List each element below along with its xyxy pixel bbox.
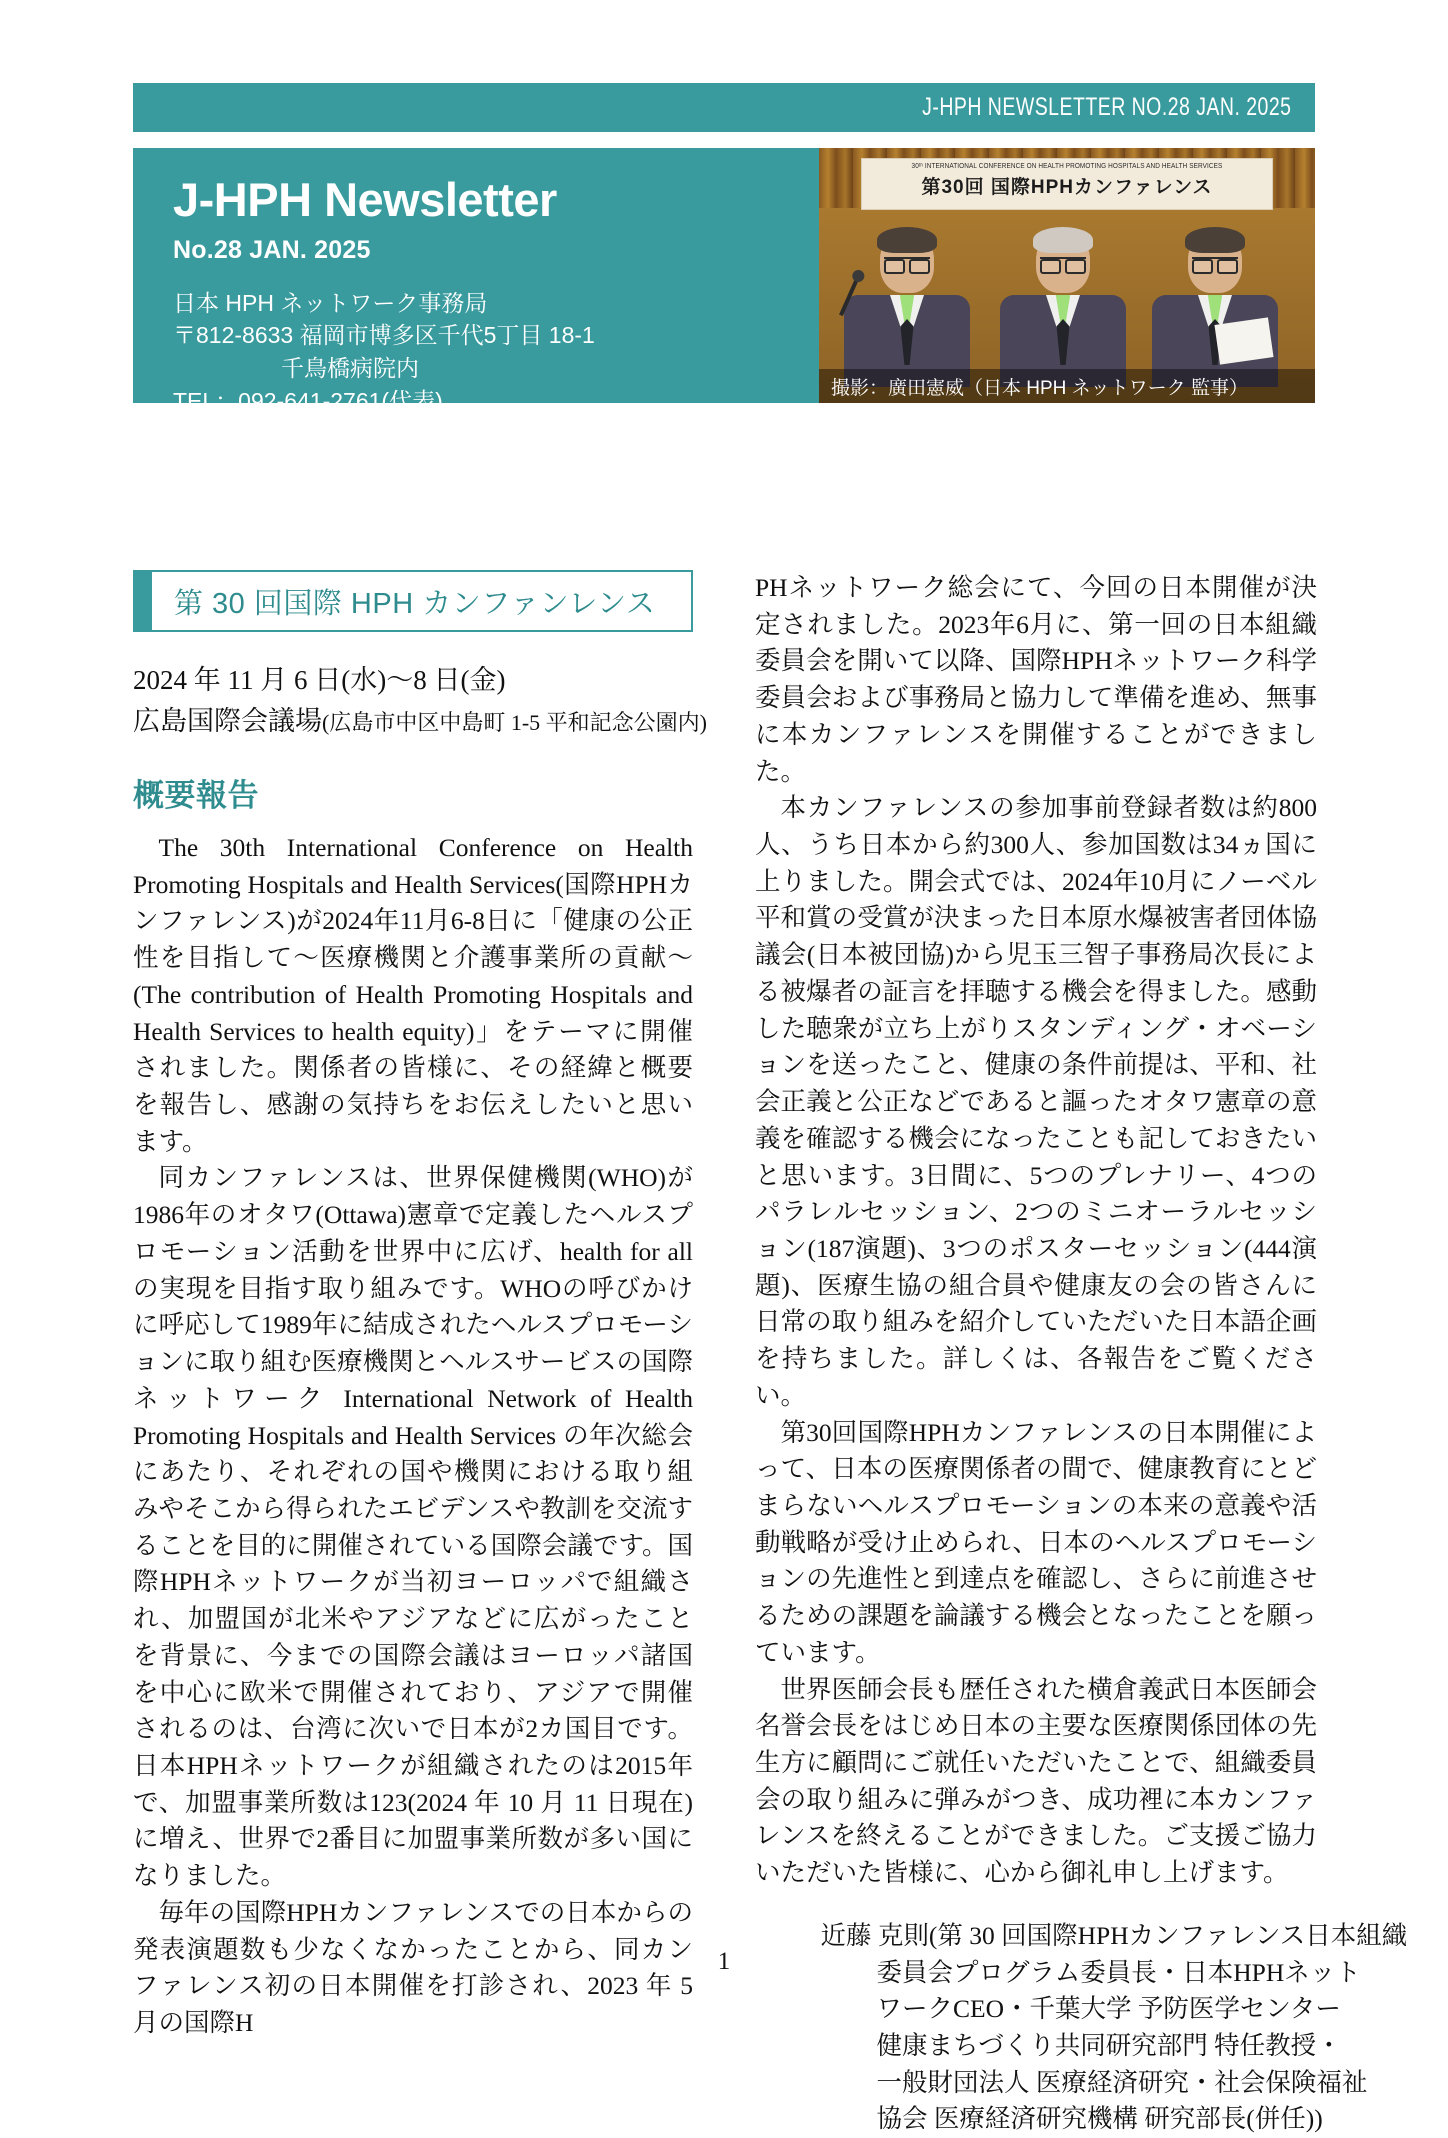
masthead [133, 148, 1315, 447]
contact-email-website[interactable]: office@hphnet.jp https://hphnet.jp [173, 420, 533, 447]
speaker-tie [1057, 319, 1070, 365]
paragraph: 同カンファレンスは、世界保健機関(WHO)が1986年のオタワ(Ottawa)憲章で定義したヘルスプロモーション活動を世界中に広げ、health for all の実現を目指す取り組みです。WHOの呼びかけに呼応して1989年に結成されたヘルスプロモーションに取り組む医療機関とヘルスサービスの国際ネットワーク International Network of Health Promoting Hospitals and Health Services の年次総会にあたり、それぞれの国や機関における取り組みやそこから得られたエビデンスや教訓を交流することを目的に開催されている国際会議です。国際HPHネットワークが当初ヨーロッパで組織され、加盟国が北米やアジアなどに広がったことを背景に、今までの国際会議はヨーロッパ諸国を中心に欧米で開催されており、アジアで開催されるのは、台湾に次いで日本が2カ国目です。日本HPHネットワークが組織されたのは2015年で、加盟事業所数は123(2024 年 10 月 11 日現在)に増え、世界で2番目に加盟事業所数が多い国になりました。 [133, 1163, 693, 1891]
paragraph: 本カンファレンスの参加事前登録者数は約800人、うち日本から約300人、参加国数は34ヵ国に上りました。開会式では、2024年10月にノーベル平和賞の受賞が決まった日本原水爆被害者団体協議会(日本被団協)から児玉三智子事務局次長による被爆者の証言を拝聴する機会を得ました。感動した聴衆が立ち上がりスタンディング・オベーションを送ったこと、健康の条件前提は、平和、社会正義と公正などであると謳ったオタワ憲章の意義を確認する機会になったことも記しておきたいと思います。3日間に、5つのプレナリー、4つのパラレルセッション、2つのミニオーラルセッション(187演題)、3つのポスターセッション(444演題)、医療生協の組合員や健康友の会の皆さんに日常の取り組みを紹介していただいた日本語企画を持ちました。詳しくは、各報告をご覧ください。 [755, 793, 1317, 1410]
body-column-left [133, 830, 693, 2042]
conference-stage-banner [861, 158, 1273, 210]
speaker-figure [841, 231, 973, 387]
photo-caption-text: 撮影：廣田憲威（日本 HPH ネットワーク 監事） [831, 377, 1248, 399]
contact-organization: 日本 HPH ネットワーク事務局 [173, 289, 488, 316]
photo-caption [819, 369, 1315, 403]
speaker-glasses [884, 257, 930, 270]
speaker-glasses [1192, 257, 1238, 270]
running-header [133, 83, 1315, 132]
page-number: 1 [717, 1948, 731, 1975]
contact-telephone: TEL：092-641-2761(代表) [173, 387, 443, 414]
speaker-glasses [1040, 257, 1086, 270]
speaker-hair [1033, 227, 1093, 253]
speaker-tie [901, 319, 914, 365]
article-section-title [133, 570, 693, 632]
publication-title: J-HPH Newsletter [173, 173, 557, 226]
running-header-title: J-HPH NEWSLETTER NO.28 JAN. 2025 [921, 93, 1291, 121]
paragraph: 第30回国際HPHカンファレンスの日本開催によって、日本の医療関係者の間で、健康教育にとどまらないヘルスプロモーションの本来の意義や活動戦略が受け止められ、日本のヘルスプロモーションの先進性と到達点を確認し、さらに前進させるための課題を論議する機会となったことを願っています。 [755, 1417, 1317, 1667]
section-title-text: 第 30 回国際 HPH カンファンレンス [174, 587, 656, 620]
body-column-right [755, 570, 1408, 2138]
signature-line: 健康まちづくり共同研究部門 特任教授・ [876, 2031, 1342, 2061]
contact-building: 千鳥橋病院内 [281, 355, 419, 381]
venue-detail: (広島市中区中島町 1-5 平和記念公園内) [322, 709, 707, 735]
paragraph: The 30th International Conference on Health Promoting Hospitals and Health Services(国際HPHカンファレンス)が2024年11月6-8日に「健康の公正性を目指して〜医療機関と介護事業所の貢献〜(The contribution of Health Promoting Hospitals and Health Services to health equity)」をテーマに開催されました。関係者の皆様に、その経緯と概要を報告し、感謝の気持ちをお伝えしたいと思います。 [133, 833, 693, 1156]
signature-line: 協会 医療経済研究機構 研究部長(併任)) [876, 2104, 1323, 2134]
event-venue [133, 701, 713, 742]
signature-line: ワークCEO・千葉大学 予防医学センター [876, 1994, 1341, 2024]
signature-line: 委員会プログラム委員長・日本HPHネット [876, 1957, 1361, 1987]
banner-english-title: 30ᵗʰ INTERNATIONAL CONFERENCE ON HEALTH PROMOTING HOSPITALS AND HEALTH SERVICES [911, 163, 1223, 170]
speaker-head [1188, 231, 1242, 293]
speaker-head [880, 231, 934, 293]
event-meta [133, 660, 713, 741]
section-title-accent-bar [135, 572, 152, 630]
speaker-document [1214, 317, 1273, 364]
issue-label: No.28 JAN. 2025 [173, 235, 371, 264]
speaker-hair [877, 227, 937, 253]
conference-photo [819, 148, 1315, 403]
masthead-info-panel [133, 148, 819, 447]
paragraph: 世界医師会長も歴任された横倉義武日本医師会名誉会長をはじめ日本の主要な医療関係団体の先生方に顧問にご就任いただいたことで、組織委員会の取り組みに弾みがつき、成功裡に本カンファレンスを終えることができました。ご支援ご協力いただいた皆様に、心から御礼申し上げます。 [755, 1674, 1317, 1888]
banner-japanese-title: 第30回 国際HPHカンファレンス [921, 177, 1213, 198]
contact-postal-address: 〒812-8633 福岡市博多区千代5丁目 18-1 [173, 322, 595, 349]
signature-line: 近藤 克則(第 30 回国際HPHカンファレンス日本組織 [820, 1920, 1408, 1950]
speaker-figure [997, 231, 1129, 387]
speaker-hair [1185, 227, 1245, 253]
signature-line: 一般財団法人 医療経済研究・社会保険福祉 [876, 2067, 1368, 2097]
paragraph: PHネットワーク総会にて、今回の日本開催が決定されました。2023年6月に、第一回の日本組織委員会を開いて以降、国際HPHネットワーク科学委員会および事務局と協力して準備を進め、無事に本カンファレンスを開催することができました。 [755, 573, 1317, 786]
speaker-head [1036, 231, 1090, 293]
event-date: 2024 年 11 月 6 日(水)〜8 日(金) [133, 665, 506, 695]
speaker-figure [1149, 231, 1281, 387]
report-subheading: 概要報告 [133, 778, 259, 813]
paragraph: 毎年の国際HPHカンファレンスでの日本からの発表演題数も少なくなかったことから、同カンファレンス初の日本開催を打診され、2023 年 5 月の国際H [133, 1897, 693, 2037]
venue-name: 広島国際会議場 [133, 705, 322, 736]
